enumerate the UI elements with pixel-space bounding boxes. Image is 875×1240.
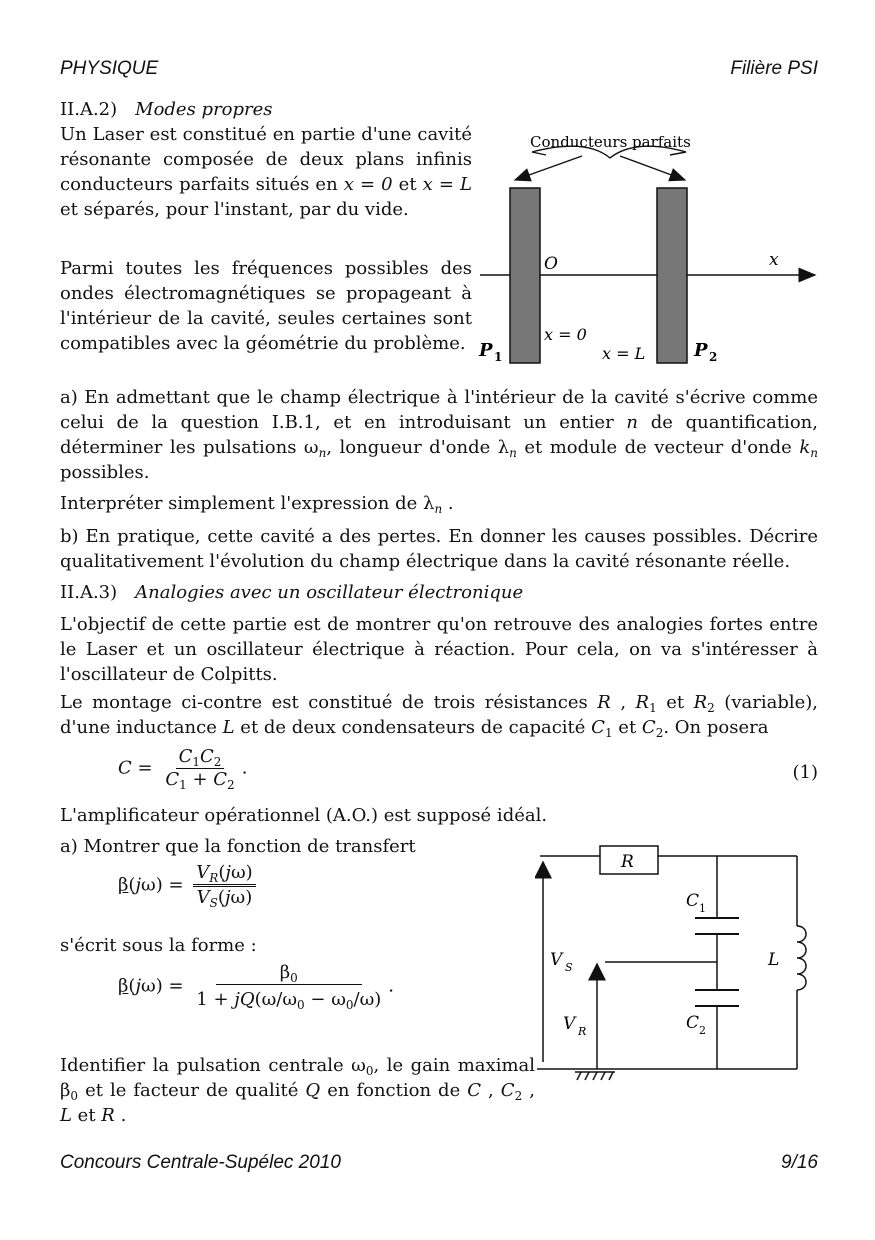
section-number: II.A.2) xyxy=(60,99,118,120)
c1-label: C xyxy=(686,891,700,911)
svg-text:2: 2 xyxy=(709,350,718,364)
intro-paragraph-2: Parmi toutes les fréquences possibles des ondes électromagnétiques se propageant à l'intérieur de la cavité, seules certaines sont compatibles avec la géométrie du problème. xyxy=(60,258,472,354)
question-b: b) En pratique, cette cavité a des pertes. En donner les causes possibles. Décrire qualitativement l'évolution du champ électrique dans la cavité résonante réelle. xyxy=(60,526,818,572)
l-label: L xyxy=(768,950,780,970)
p2-label: P xyxy=(694,340,708,361)
interpret-line: Interpréter simplement l'expression de $\lambda_n$ . xyxy=(60,493,454,516)
transfer-function-def: β(jω) = $\frac{V_R(j\omega)}{V_S(j\omega)}$ xyxy=(118,862,260,909)
plate-p2 xyxy=(657,188,687,363)
section-heading-3 xyxy=(60,580,523,605)
c2-label: C xyxy=(686,1013,700,1033)
vs-label: V xyxy=(550,950,563,970)
r-label: R xyxy=(621,852,634,872)
circuit-description: Le montage ci-contre est constitué de trois résistances R , $R_1$ et $R_2$ (variable), d'une inductance L et de deux condensateurs de capacité $C_1$ et $C_2$. On posera xyxy=(60,692,818,740)
identify-paragraph: Identifier la pulsation centrale $\omega_0$, le gain maximal $\beta_0$ et le facteur de qualité Q en fonction de C , $C_2$ , L et R . xyxy=(60,1055,536,1126)
cavity-figure xyxy=(470,128,825,373)
question-a3: a) Montrer que la fonction de transfert xyxy=(60,836,416,857)
fig-caption: Conducteurs parfaits xyxy=(530,133,691,151)
inductor-l xyxy=(797,926,806,990)
svg-text:R: R xyxy=(578,1025,587,1038)
written-form-label: s'écrit sous la forme : xyxy=(60,935,257,956)
svg-text:2: 2 xyxy=(699,1024,706,1037)
svg-text:S: S xyxy=(565,961,573,974)
arrow-to-plate-1 xyxy=(515,156,582,180)
svg-text:1: 1 xyxy=(699,902,706,915)
colpitts-circuit xyxy=(535,840,825,1110)
equation-1: C = $\frac{C_1C_2}{C_1 + C_2}$ . xyxy=(118,746,248,792)
equation-1-label: (1) xyxy=(792,762,818,783)
ao-statement: L'amplificateur opérationnel (A.O.) est supposé idéal. xyxy=(60,805,548,826)
svg-text:1: 1 xyxy=(494,350,503,364)
section-title: Modes propres xyxy=(135,99,273,120)
header-track: Filière PSI xyxy=(730,58,818,79)
origin-label: O xyxy=(544,254,558,274)
intro-paragraph-1: Un Laser est constitué en partie d'une cavité résonante composée de deux plans infinis conducteurs parfaits situés en x = 0 et x = L et séparés, pour l'instant, par du vide. xyxy=(60,124,472,220)
section-heading-2 xyxy=(60,97,273,122)
footer-page-number: 9/16 xyxy=(781,1152,818,1173)
footer-contest: Concours Centrale-Supélec 2010 xyxy=(60,1152,341,1173)
section-number: II.A.3) xyxy=(60,582,118,603)
p1-label: P xyxy=(479,340,493,361)
arrow-to-plate-2 xyxy=(620,156,685,180)
axis-label: x xyxy=(769,250,779,270)
section-title: Analogies avec un oscillateur électronique xyxy=(135,582,524,603)
question-a: a) En admettant que le champ électrique à l'intérieur de la cavité s'écrive comme celui de la question I.B.1, et en introduisant un entier n de quantification, déterminer les pulsations $\omega_n$, longueur d'onde $\lambda_n$ et module de vecteur d'onde $k_n$ possibles. xyxy=(60,387,818,483)
header-subject: PHYSIQUE xyxy=(60,58,159,79)
plate-p1 xyxy=(510,188,540,363)
vr-label: V xyxy=(563,1014,576,1034)
objective-paragraph: L'objectif de cette partie est de montrer qu'on retrouve des analogies fortes entre le Laser et un oscillateur électrique à réaction. Pour cela, on va s'intéresser à l'oscillateur de Colpitts. xyxy=(60,614,818,685)
transfer-function-form: β(jω) = $\frac{\beta_0}{1 + jQ(\omega/\omega_0 - \omega_0/\omega)}$ . xyxy=(118,962,395,1012)
x0-label: x = 0 xyxy=(544,325,587,344)
xL-label: x = L xyxy=(602,344,646,363)
